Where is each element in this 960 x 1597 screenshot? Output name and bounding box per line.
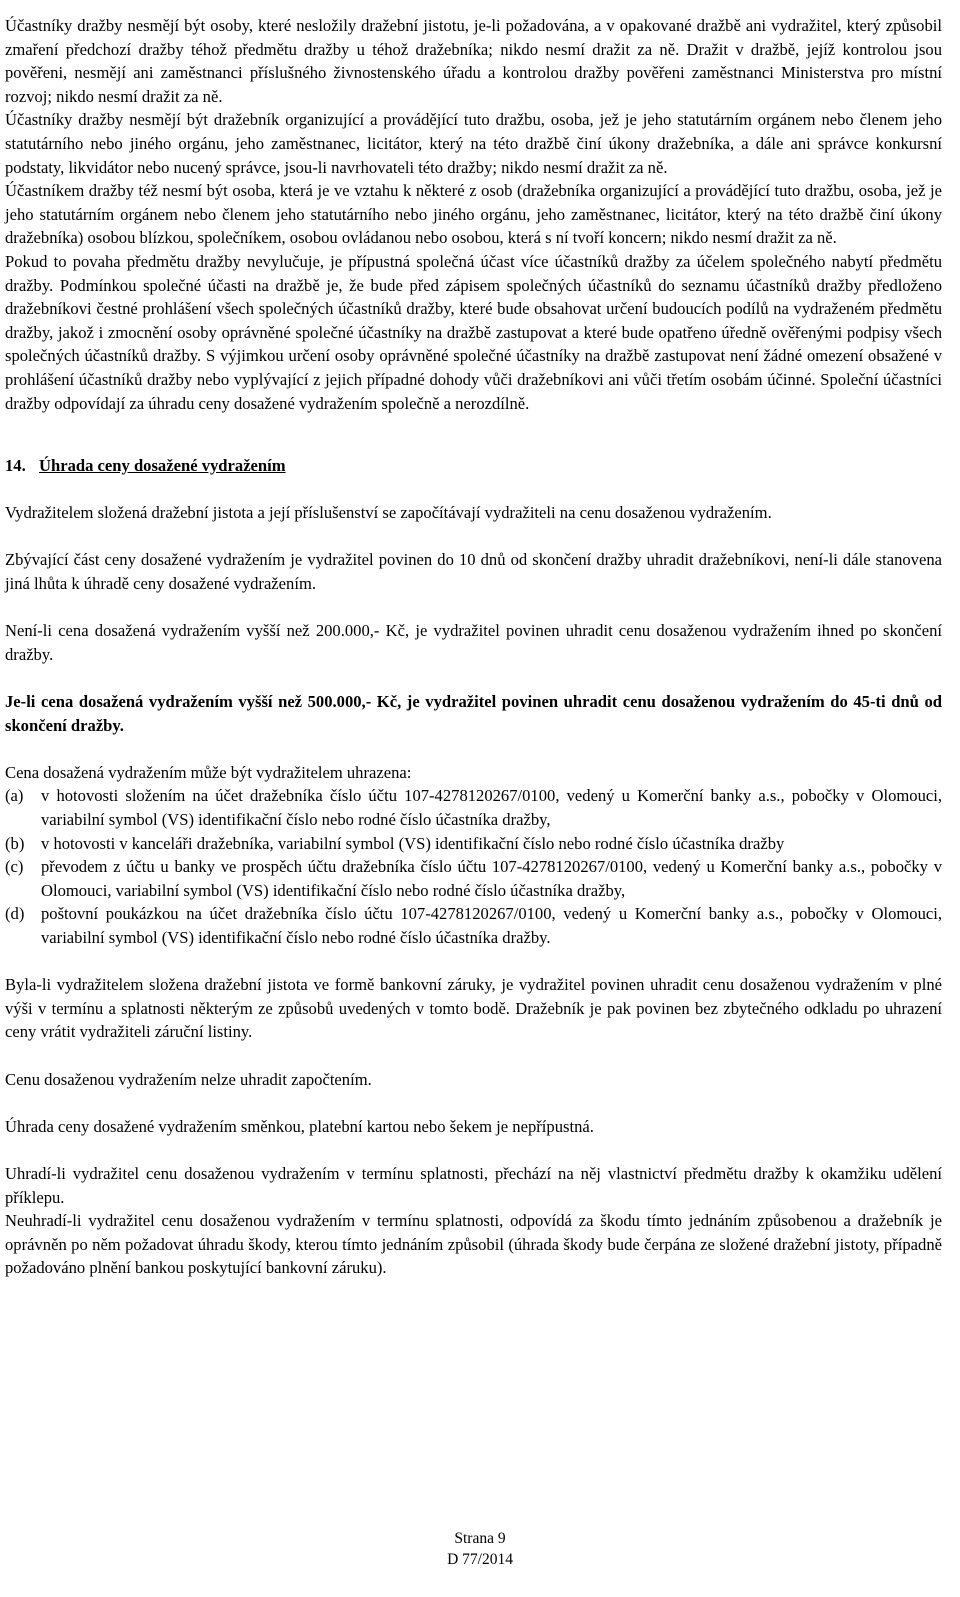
payment-method-text: v hotovosti v kanceláři dražebníka, variabilní symbol (VS) identifikační číslo nebo rodné číslo účastníka dražby — [41, 833, 785, 853]
payment-method-text: v hotovosti složením na účet dražebníka číslo účtu 107-4278120267/0100, vedený u Komerční banky a.s., pobočky v Olomouci, variabilní symbol (VS) identifikační číslo nebo rodné číslo účastníka dražby, — [41, 786, 942, 829]
section-number: 14. — [5, 456, 26, 476]
payment-method-label: (c) — [5, 857, 24, 877]
payment-method-item — [5, 784, 942, 831]
section-title: Úhrada ceny dosažené vydražením — [39, 456, 286, 476]
paragraph-remaining-payment: Zbývající část ceny dosažené vydražením je vydražitel povinen do 10 dnů od skončení dražby uhradit dražebníkovi, není-li dále stanovena jiná lhůta k úhradě ceny dosažené vydražením. — [5, 550, 942, 594]
payment-method-label: (a) — [5, 786, 24, 806]
payment-method-label: (b) — [5, 833, 25, 853]
document-reference: D 77/2014 — [447, 1551, 513, 1568]
payment-methods-intro: Cena dosažená vydražením může být vydražitelem uhrazena: — [5, 762, 412, 782]
paragraph-bidder-exclusion-1: Účastníky dražby nesmějí být osoby, které nesložily dražební jistotu, je-li požadována, a v opakované dražbě ani vydražitel, který způsobil zmaření předchozí dražby téhož předmětu dražby u téhož dražebníka; nikdo nesmí dražit za ně. Dražit v dražbě, jejíž kontrolou jsou pověřeni, nesmějí ani zaměstnanci příslušného živnostenského úřadu a kontrolou dražby pověřeni zaměstnanci Ministerstva pro místní rozvoj; nikdo nesmí dražit za ně. — [5, 16, 942, 106]
paragraph-no-setoff: Cenu dosaženou vydražením nelze uhradit započtením. — [5, 1069, 372, 1089]
paragraph-large-amount-payment: Je-li cena dosažená vydražením vyšší než 500.000,- Kč, je vydražitel povinen uhradit cenu dosaženou vydražením do 45-ti dnů od skončení dražby. — [5, 692, 942, 735]
paragraph-no-cheque: Úhrada ceny dosažené vydražením směnkou, platební kartou nebo šekem je nepřípustná. — [5, 1116, 594, 1136]
paragraph-immediate-payment: Není-li cena dosažená vydražením vyšší než 200.000,- Kč, je vydražitel povinen uhradit cenu dosaženou vydražením ihned po skončení dražby. — [5, 621, 942, 664]
payment-method-label: (d) — [5, 904, 25, 924]
paragraph-damages: Neuhradí-li vydražitel cenu dosaženou vydražením v termínu splatnosti, odpovídá za škodu tímto jednáním způsobenou a dražebník je oprávněn po něm požadovat úhradu škody, kterou tímto jednáním způsobil (úhrada škody bude čerpána ze složené dražební jistoty, případně požadováno plnění bankou poskytující bankovní záruku). — [5, 1211, 942, 1278]
page-number: Strana 9 — [454, 1530, 506, 1547]
paragraph-ownership-transfer: Uhradí-li vydražitel cenu dosaženou vydražením v termínu splatnosti, přechází na něj vlastnictví předmětu dražby k okamžiku udělení příklepu. — [5, 1163, 942, 1207]
paragraph-deposit-credit: Vydražitelem složená dražební jistota a její příslušenství se započítávají vydražiteli na cenu dosaženou vydražením. — [5, 503, 772, 523]
payment-method-text: poštovní poukázkou na účet dražebníka číslo účtu 107-4278120267/0100, vedený u Komerční banky a.s., pobočky v Olomouci, variabilní symbol (VS) identifikační číslo nebo rodné číslo účastníka dražby. — [41, 904, 942, 947]
section-heading — [5, 454, 942, 478]
paragraph-bidder-exclusion-3: Účastníkem dražby též nesmí být osoba, která je ve vztahu k některé z osob (dražebníka organizující a provádějící tuto dražbu, osoba, jež je jeho statutárním orgánem nebo členem jeho statutárního nebo jiného orgánu, jeho zaměstnanec, licitátor, který na této dražbě činí úkony dražebníka) osobou blízkou, společníkem, osobou ovládanou nebo osobou, která s ní tvoří koncern; nikdo nesmí dražit za ně. — [5, 181, 942, 248]
payment-method-item — [5, 855, 942, 902]
payment-method-text: převodem z účtu u banky ve prospěch účtu dražebníka číslo účtu 107-4278120267/0100, vedený u Komerční banky a.s., pobočky v Olomouci, variabilní symbol (VS) identifikační číslo nebo rodné číslo účastníka dražby, — [41, 857, 942, 900]
paragraph-bank-guarantee: Byla-li vydražitelem složena dražební jistota ve formě bankovní záruky, je vydražitel povinen uhradit cenu dosaženou vydražením v plné výši v termínu a splatnosti některým ze způsobů uvedených v tomto bodě. Dražebník je pak povinen bez zbytečného odkladu po uhrazení ceny vrátit vydražiteli záruční listiny. — [5, 975, 942, 1042]
payment-method-item — [5, 832, 942, 856]
paragraph-joint-participation: Pokud to povaha předmětu dražby nevylučuje, je přípustná společná účast více účastníků dražby za účelem společného nabytí předmětu dražby. Podmínkou společné účasti na dražbě je, že bude před zápisem společných účastníků do seznamu účastníků dražby předloženo dražebníkovi čestné prohlášení všech společných účastníků dražby, které bude obsahovat určení budoucích podílů na vydraženém předmětu dražby, jakož i zmocnění osoby oprávněné společné účastníky na dražbě zastupovat a které bude opatřeno úředně ověřenými podpisy všech společných účastníků dražby. S výjimkou určení osoby oprávněné společné účastníky na dražbě zastupovat není žádné omezení obsažené v prohlášení účastníků dražby nebo vyplývající z jejich případné dohody vůči dražebníkovi ani vůči třetím osobám účinné. Společní účastníci dražby odpovídají za úhradu ceny dosažené vydražením společně a nerozdílně. — [5, 251, 942, 413]
page-footer — [0, 1528, 960, 1570]
paragraph-bidder-exclusion-2: Účastníky dražby nesmějí být dražebník organizující a provádějící tuto dražbu, osoba, jež je jeho statutárním orgánem nebo členem jeho statutárního nebo jiného orgánu, jeho zaměstnanec, licitátor, který na této dražbě činí úkony dražebníka, a dále ani správce konkursní podstaty, likvidátor nebo nucený správce, jsou-li navrhovateli této dražby; nikdo nesmí dražit za ně. — [5, 110, 942, 177]
payment-method-item — [5, 902, 942, 949]
